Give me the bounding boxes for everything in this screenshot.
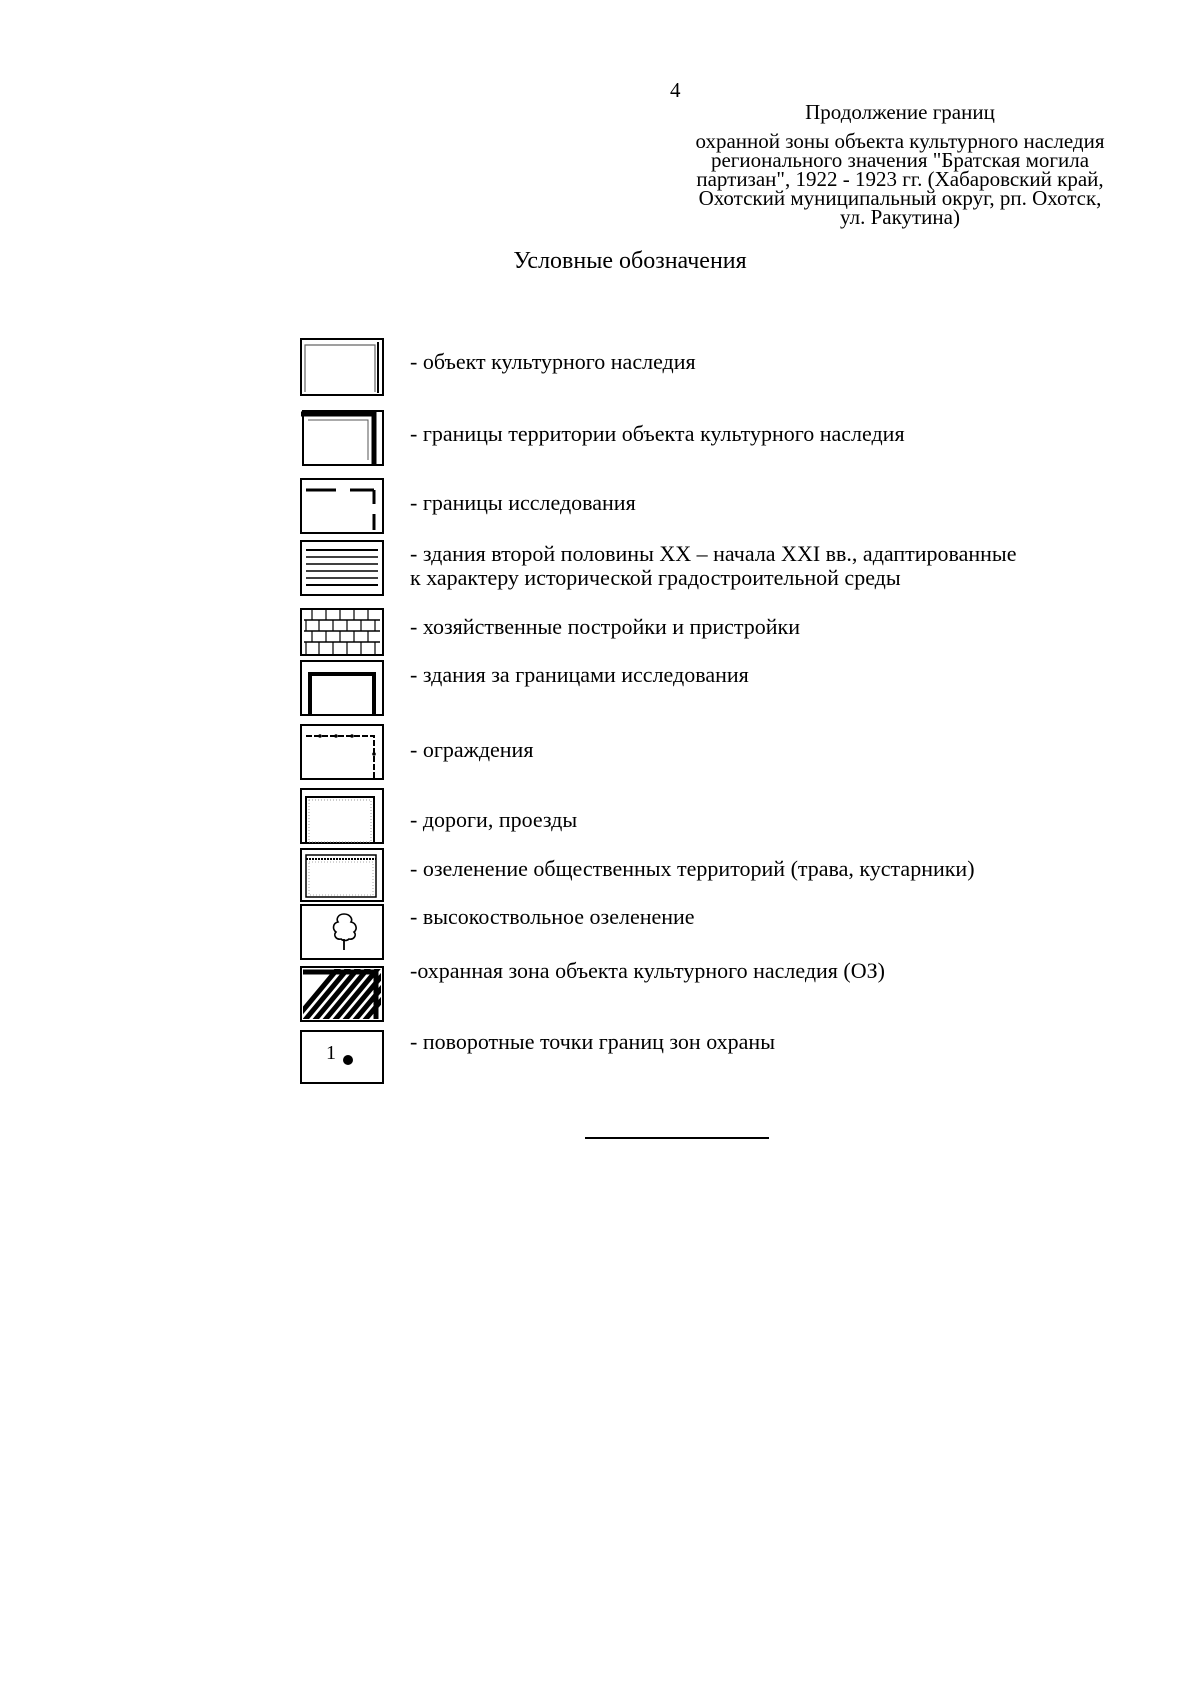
header-line: Продолжение границ bbox=[805, 100, 995, 124]
legend-text-line: - здания второй половины XX – начала XXI вв., адаптированные bbox=[410, 541, 1017, 566]
legend-text: - дороги, проезды bbox=[410, 807, 578, 832]
fences-icon bbox=[300, 724, 384, 780]
protection-zone-hatch-icon bbox=[300, 966, 384, 1022]
research-boundary-icon bbox=[300, 478, 384, 534]
page-number: 4 bbox=[670, 78, 681, 102]
buildings-outside-boundary-icon bbox=[300, 660, 384, 716]
document-header bbox=[640, 100, 1160, 229]
cultural-heritage-object-icon bbox=[300, 338, 384, 396]
legend-text: - здания за границами исследования bbox=[410, 662, 749, 687]
legend-text: - высокоствольное озеленение bbox=[410, 904, 695, 929]
legend-title: Условные обозначения bbox=[513, 248, 747, 274]
legend-text: - объект культурного наследия bbox=[410, 349, 696, 374]
legend-text-line: к характеру исторической градостроительной среды bbox=[410, 565, 901, 590]
tree-icon bbox=[300, 904, 384, 960]
legend-text: - ограждения bbox=[410, 737, 534, 762]
turning-point-icon bbox=[300, 1030, 384, 1084]
legend-text: - границы исследования bbox=[410, 490, 636, 515]
legend-text: - хозяйственные постройки и пристройки bbox=[410, 614, 800, 639]
legend-text: - границы территории объекта культурного наследия bbox=[410, 421, 905, 446]
header-line: Охотский муниципальный округ, рп. Охотск, bbox=[698, 186, 1102, 210]
adapted-buildings-icon bbox=[300, 540, 384, 596]
legend-text: - поворотные точки границ зон охраны bbox=[410, 1029, 775, 1054]
header-line: ул. Ракутина) bbox=[840, 205, 960, 229]
outbuildings-icon bbox=[300, 608, 384, 656]
header-line: регионального значения "Братская могила bbox=[710, 148, 1090, 172]
legend-text bbox=[410, 542, 1016, 590]
legend-text: -охранная зона объекта культурного наследия (ОЗ) bbox=[410, 958, 885, 983]
roads-icon bbox=[300, 788, 384, 844]
legend-text: - озеленение общественных территорий (трава, кустарники) bbox=[410, 856, 975, 881]
header-line: охранной зоны объекта культурного наследия bbox=[695, 129, 1105, 153]
turning-point-label: 1 bbox=[326, 1042, 336, 1064]
public-greenery-icon bbox=[300, 848, 384, 902]
header-line: партизан", 1922 - 1923 гг. (Хабаровский край, bbox=[696, 167, 1104, 191]
end-rule bbox=[585, 1137, 769, 1139]
heritage-territory-boundary-icon bbox=[300, 408, 386, 468]
